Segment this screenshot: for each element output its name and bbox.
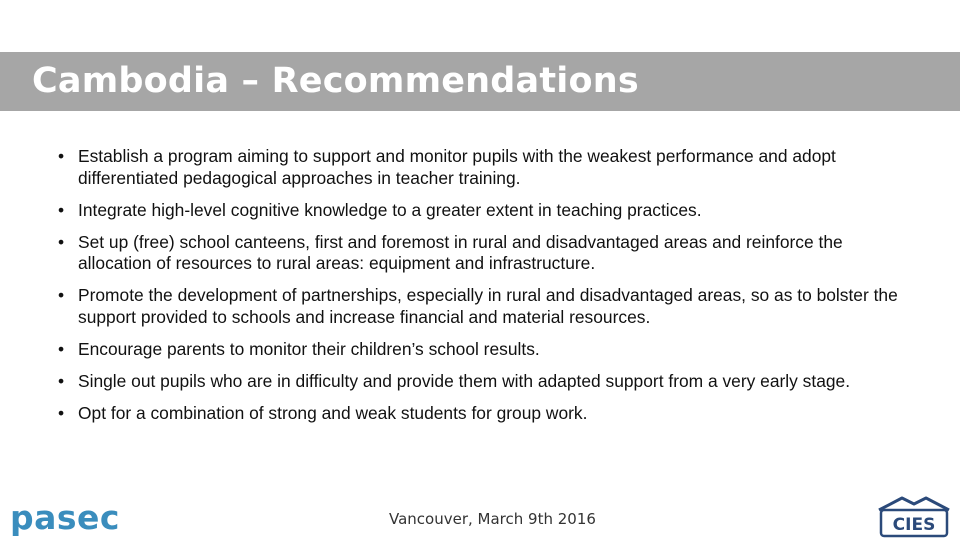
- bullet-icon: •: [58, 146, 65, 166]
- cies-logo-roof: [879, 498, 949, 510]
- bullet-icon: •: [58, 285, 65, 305]
- bullet-text: Establish a program aiming to support and monitor pupils with the weakest performance and adopt differentiated pedagogical approaches in teacher training.: [78, 146, 836, 188]
- bullet-text: Encourage parents to monitor their children’s school results.: [78, 338, 540, 359]
- list-item: [58, 146, 918, 189]
- list-item: [58, 403, 918, 425]
- slide-title: Cambodia – Recommendations: [32, 61, 639, 101]
- bullet-icon: •: [58, 370, 65, 391]
- footer-location-date: Vancouver, March 9th 2016: [389, 510, 596, 528]
- cies-logo: [876, 494, 952, 538]
- list-item: [58, 232, 918, 275]
- list-item: [58, 200, 918, 222]
- bullet-text: Opt for a combination of strong and weak students for group work.: [78, 402, 588, 423]
- cies-logo-text: CIES: [892, 515, 936, 535]
- bullet-text: Integrate high-level cognitive knowledge to a greater extent in teaching practices.: [78, 199, 702, 220]
- bullet-text: Single out pupils who are in difficulty and provide them with adapted support from a very early stage.: [78, 370, 851, 391]
- bullet-text: Promote the development of partnerships, especially in rural and disadvantaged areas, so as to bolster the support provided to schools and increase financial and material resources.: [78, 285, 898, 327]
- bullet-icon: •: [58, 338, 65, 359]
- list-item: [58, 285, 918, 328]
- bullet-icon: •: [58, 231, 65, 252]
- bullet-text: Set up (free) school canteens, first and foremost in rural and disadvantaged areas and reinforce the allocation of resources to rural areas: equipment and infrastructure.: [78, 231, 843, 273]
- list-item: [58, 339, 918, 361]
- pasec-logo: pasec: [10, 498, 120, 537]
- list-item: [58, 371, 918, 393]
- recommendations-list: [58, 146, 918, 435]
- bullet-icon: •: [58, 199, 65, 220]
- bullet-icon: •: [58, 402, 65, 423]
